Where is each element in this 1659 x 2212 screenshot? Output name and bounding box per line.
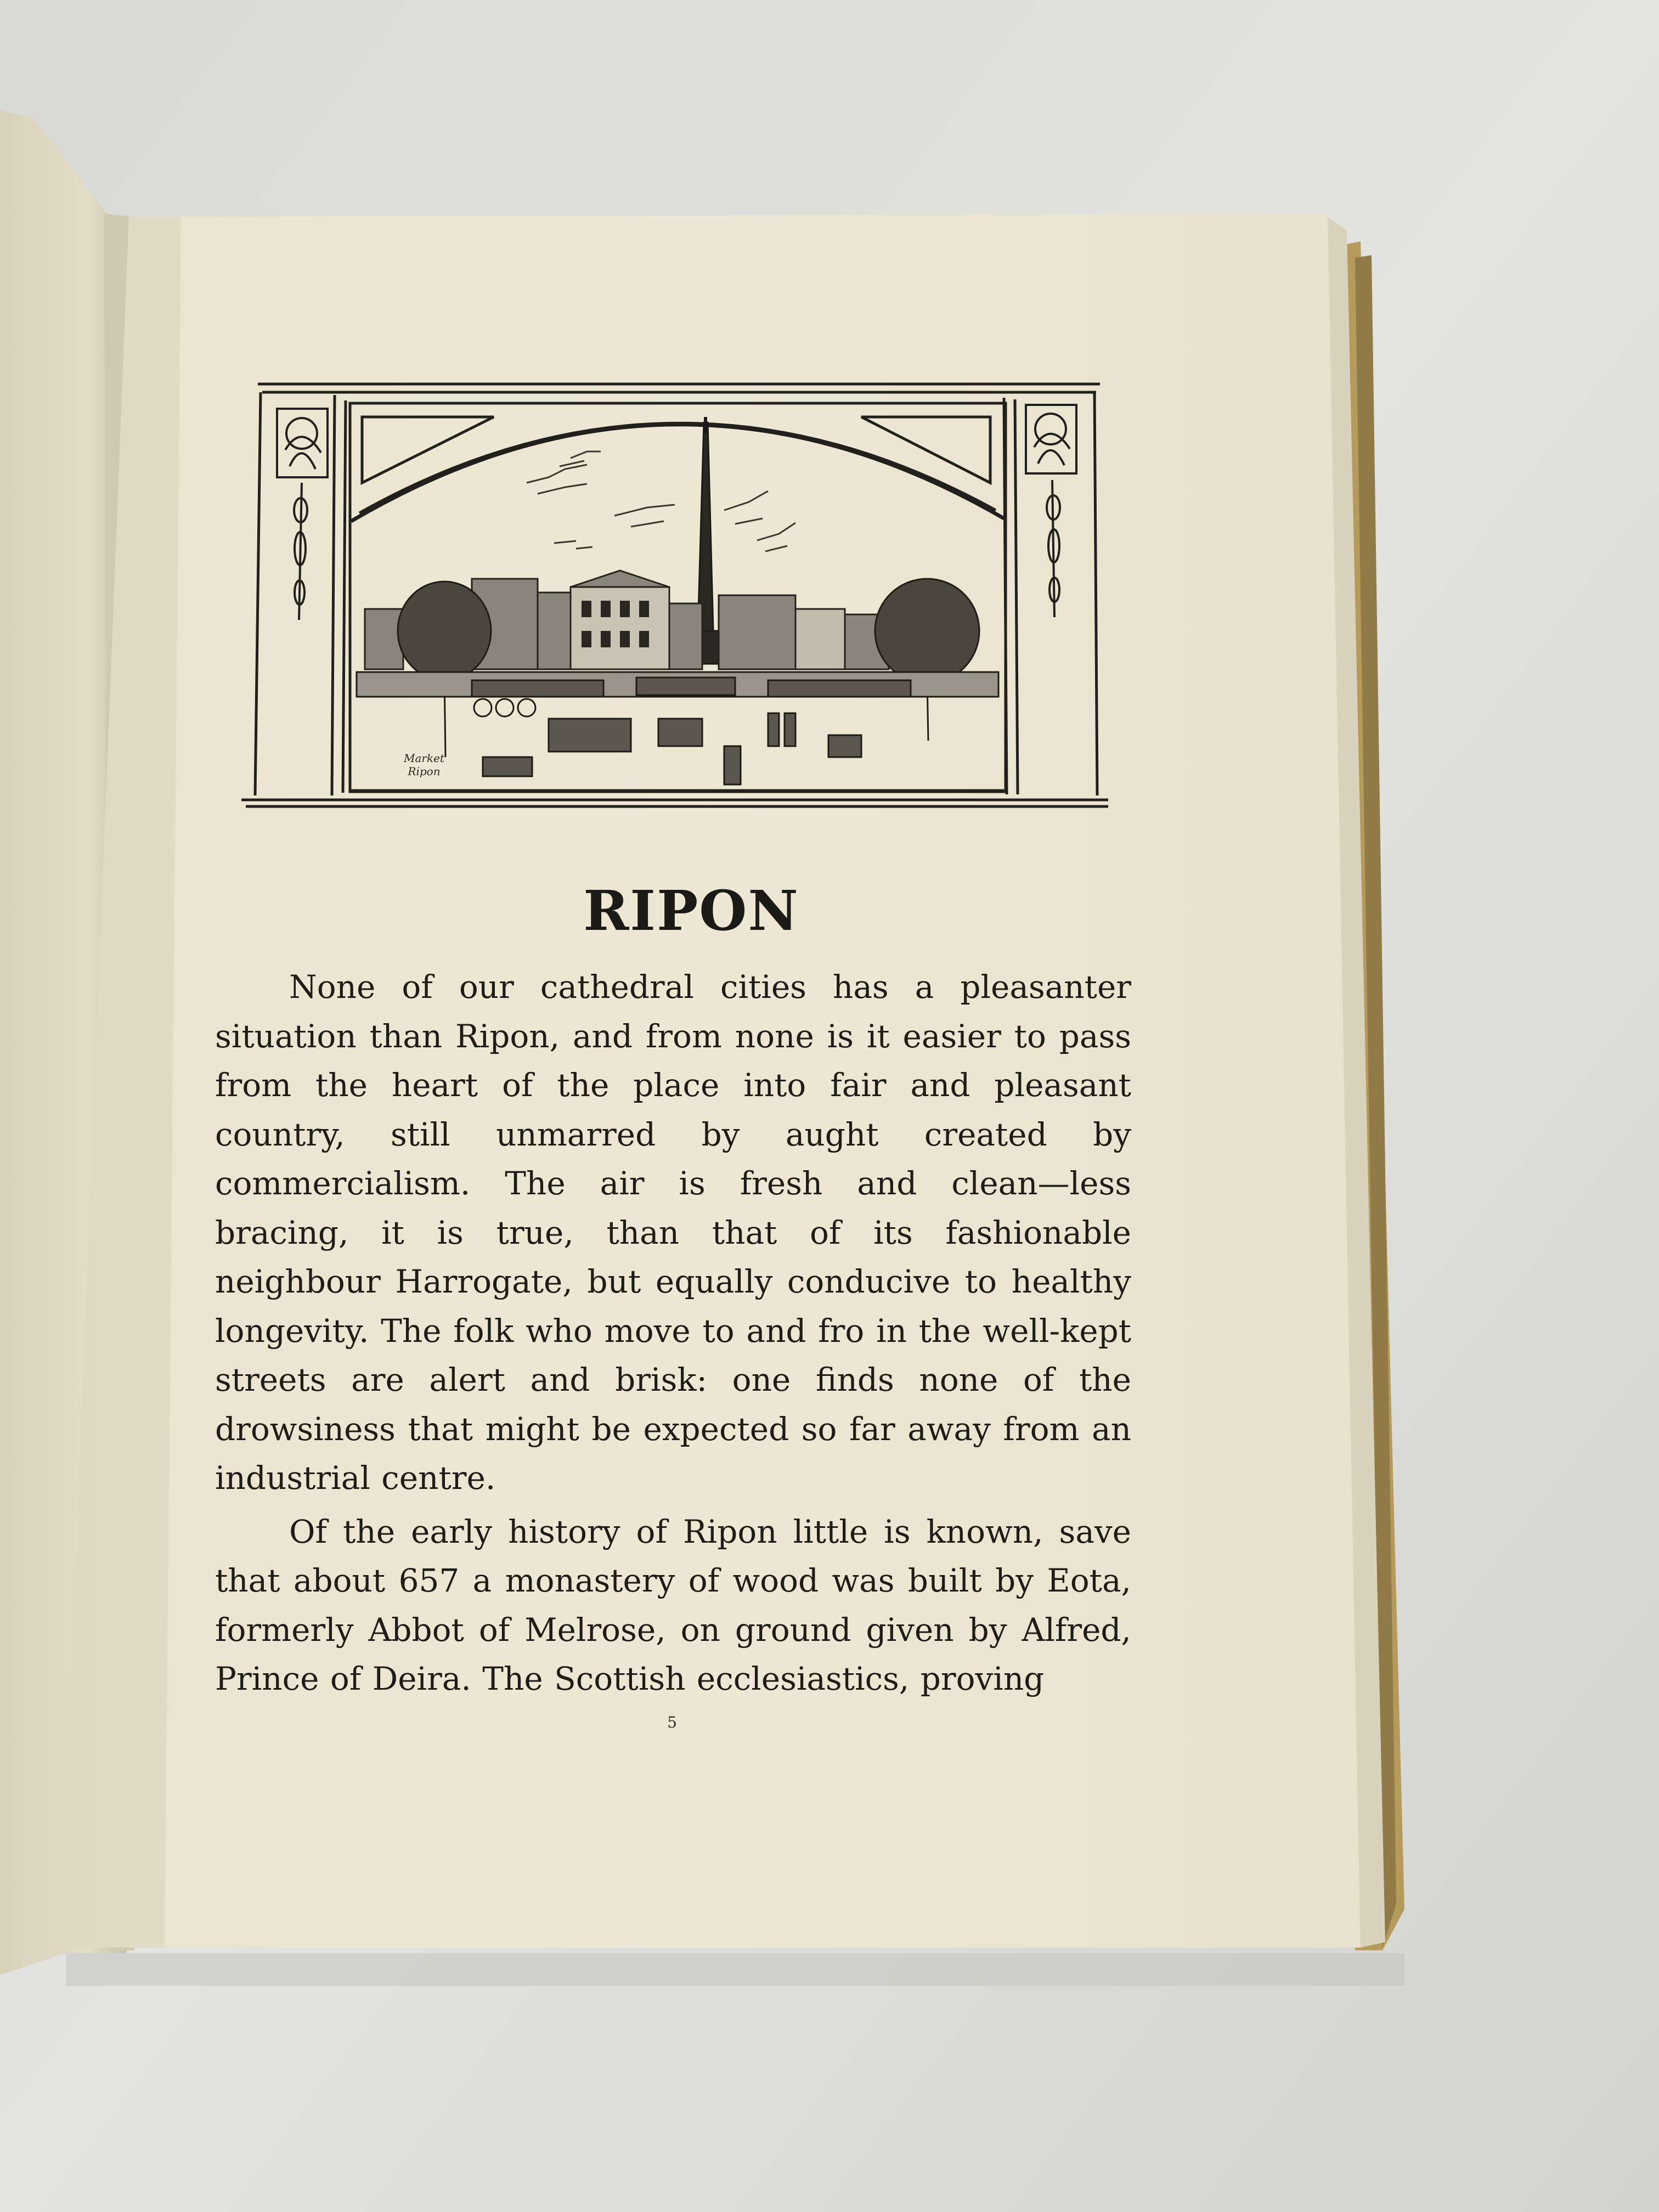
paragraph-1: None of our cathedral cities has a pleasanter situation than Ripon, and from none is it easier to pass from the heart of the place into fair and pleasant country, still unmarred by aught created by commercialism. The air is fresh and clean—less bracing, it is true, than that of its fashionable neighbour Harrogate, but equally conducive to healthy longevity. The folk who move to and fro in the well-kept streets are alert and brisk: one finds none of the drowsiness that might be expected so far away from an industrial centre. <box>215 968 1131 1497</box>
page-number: 5 <box>667 1713 677 1731</box>
page-title: RIPON <box>583 878 799 943</box>
paragraph-2: Of the early history of Ripon little is known, save that about 657 a monastery of wood was built by Eota, formerly Abbot of Melrose, on ground given by Alfred, Prince of Deira. The Scottish ecclesiastics, proving <box>215 1513 1131 1697</box>
illustration-caption: Market Ripon <box>404 752 444 778</box>
body-text <box>215 963 1131 1708</box>
